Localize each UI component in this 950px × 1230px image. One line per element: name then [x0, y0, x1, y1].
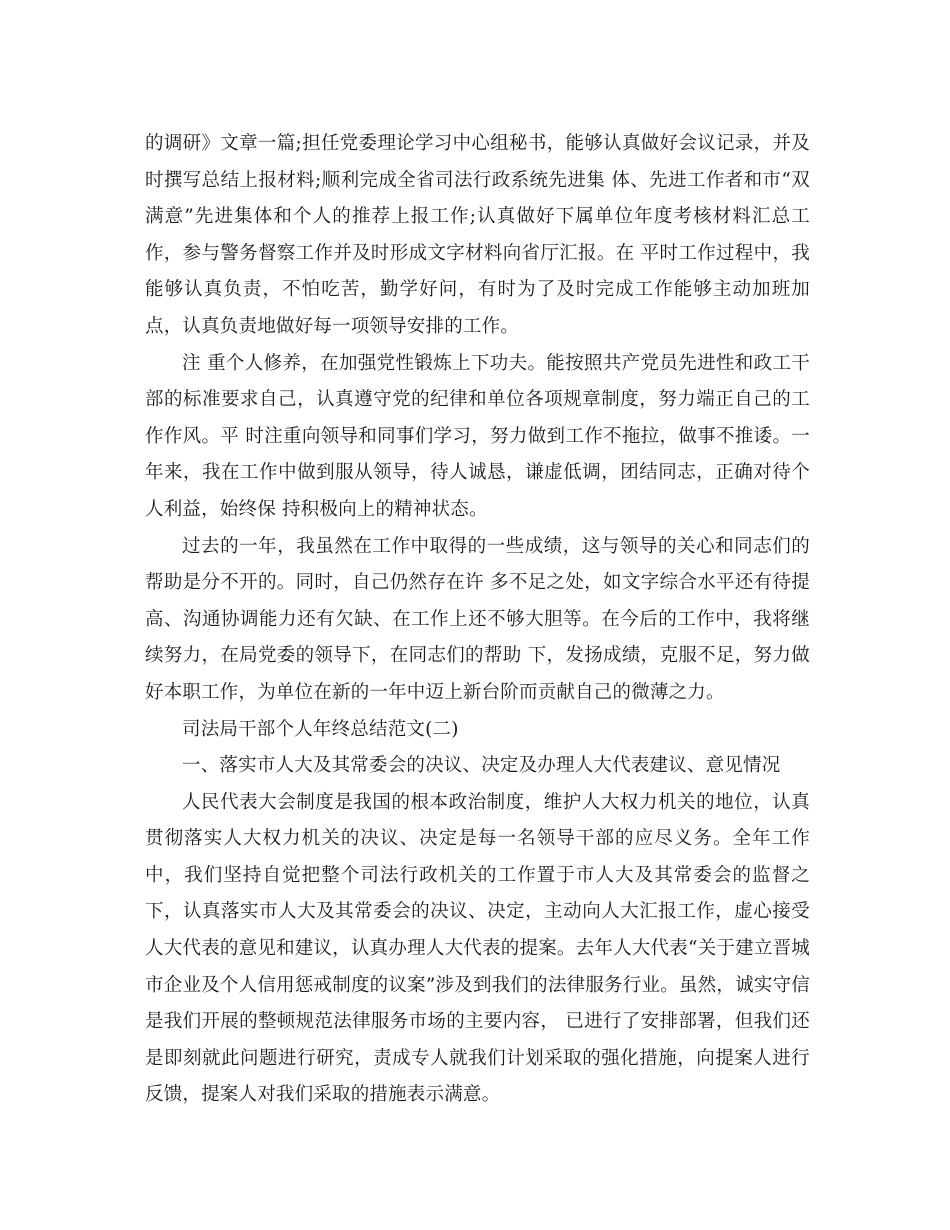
paragraph: 过去的一年，我虽然在工作中取得的一些成绩，这与领导的关心和同志们的帮助是分不开的。同时，自己仍然存在许 多不足之处，如文字综合水平还有待提高、沟通协调能力还有欠缺、在工作上还不够大胆等。在今后的工作中，我将继续努力，在局党委的领导下，在同志们的帮助 下，发扬成绩，克服不足，努力做好本职工作，为单位在新的一年中迈上新台阶而贡献自己的微薄之力。 [145, 535, 810, 703]
document-body [145, 126, 810, 1114]
section-title: 司法局干部个人年终总结范文(二) [182, 718, 459, 740]
paragraph: 注 重个人修养，在加强党性锻炼上下功夫。能按照共产党员先进性和政工干部的标准要求自己，认真遵守党的纪律和单位各项规章制度，努力端正自己的工作作风。平 时注重向领导和同事们学习，努力做到工作不拖拉，做事不推诿。一年来，我在工作中做到服从领导，待人诚恳，谦虚低调，团结同志，正确对待个人利益，始终保 持积极向上的精神状态。 [145, 352, 810, 520]
section-heading: 一、落实市人大及其常委会的决议、决定及办理人大代表建议、意见情况 [182, 755, 781, 777]
paragraph: 的调研》文章一篇;担任党委理论学习中心组秘书，能够认真做好会议记录，并及时撰写总结上报材料;顺利完成全省司法行政系统先进集 体、先进工作者和市“双满意”先进集体和个人的推荐上报工作;认真做好下属单位年度考核材料汇总工作，参与警务督察工作并及时形成文字材料向省厅汇报。在 平时工作过程中，我能够认真负责，不怕吃苦，勤学好问，有时为了及时完成工作能够主动加班加点，认真负责地做好每一项领导安排的工作。 [145, 133, 810, 337]
paragraph: 人民代表大会制度是我国的根本政治制度，维护人大权力机关的地位，认真贯彻落实人大权力机关的决议、决定是每一名领导干部的应尽义务。全年工作中，我们坚持自觉把整个司法行政机关的工作置于市人大及其常委会的监督之下，认真落实市人大及其常委会的决议、决定，主动向人大汇报工作，虚心接受人大代表的意见和建议，认真办理人大代表的提案。去年人大代表“关于建立晋城市企业及个人信用惩戒制度的议案”涉及到我们的法律服务行业。虽然，诚实守信是我们开展的整顿规范法律服务市场的主要内容， 已进行了安排部署，但我们还是即刻就此问题进行研究，责成专人就我们计划采取的强化措施，向提案人进行反馈，提案人对我们采取的措施表示满意。 [145, 791, 810, 1106]
